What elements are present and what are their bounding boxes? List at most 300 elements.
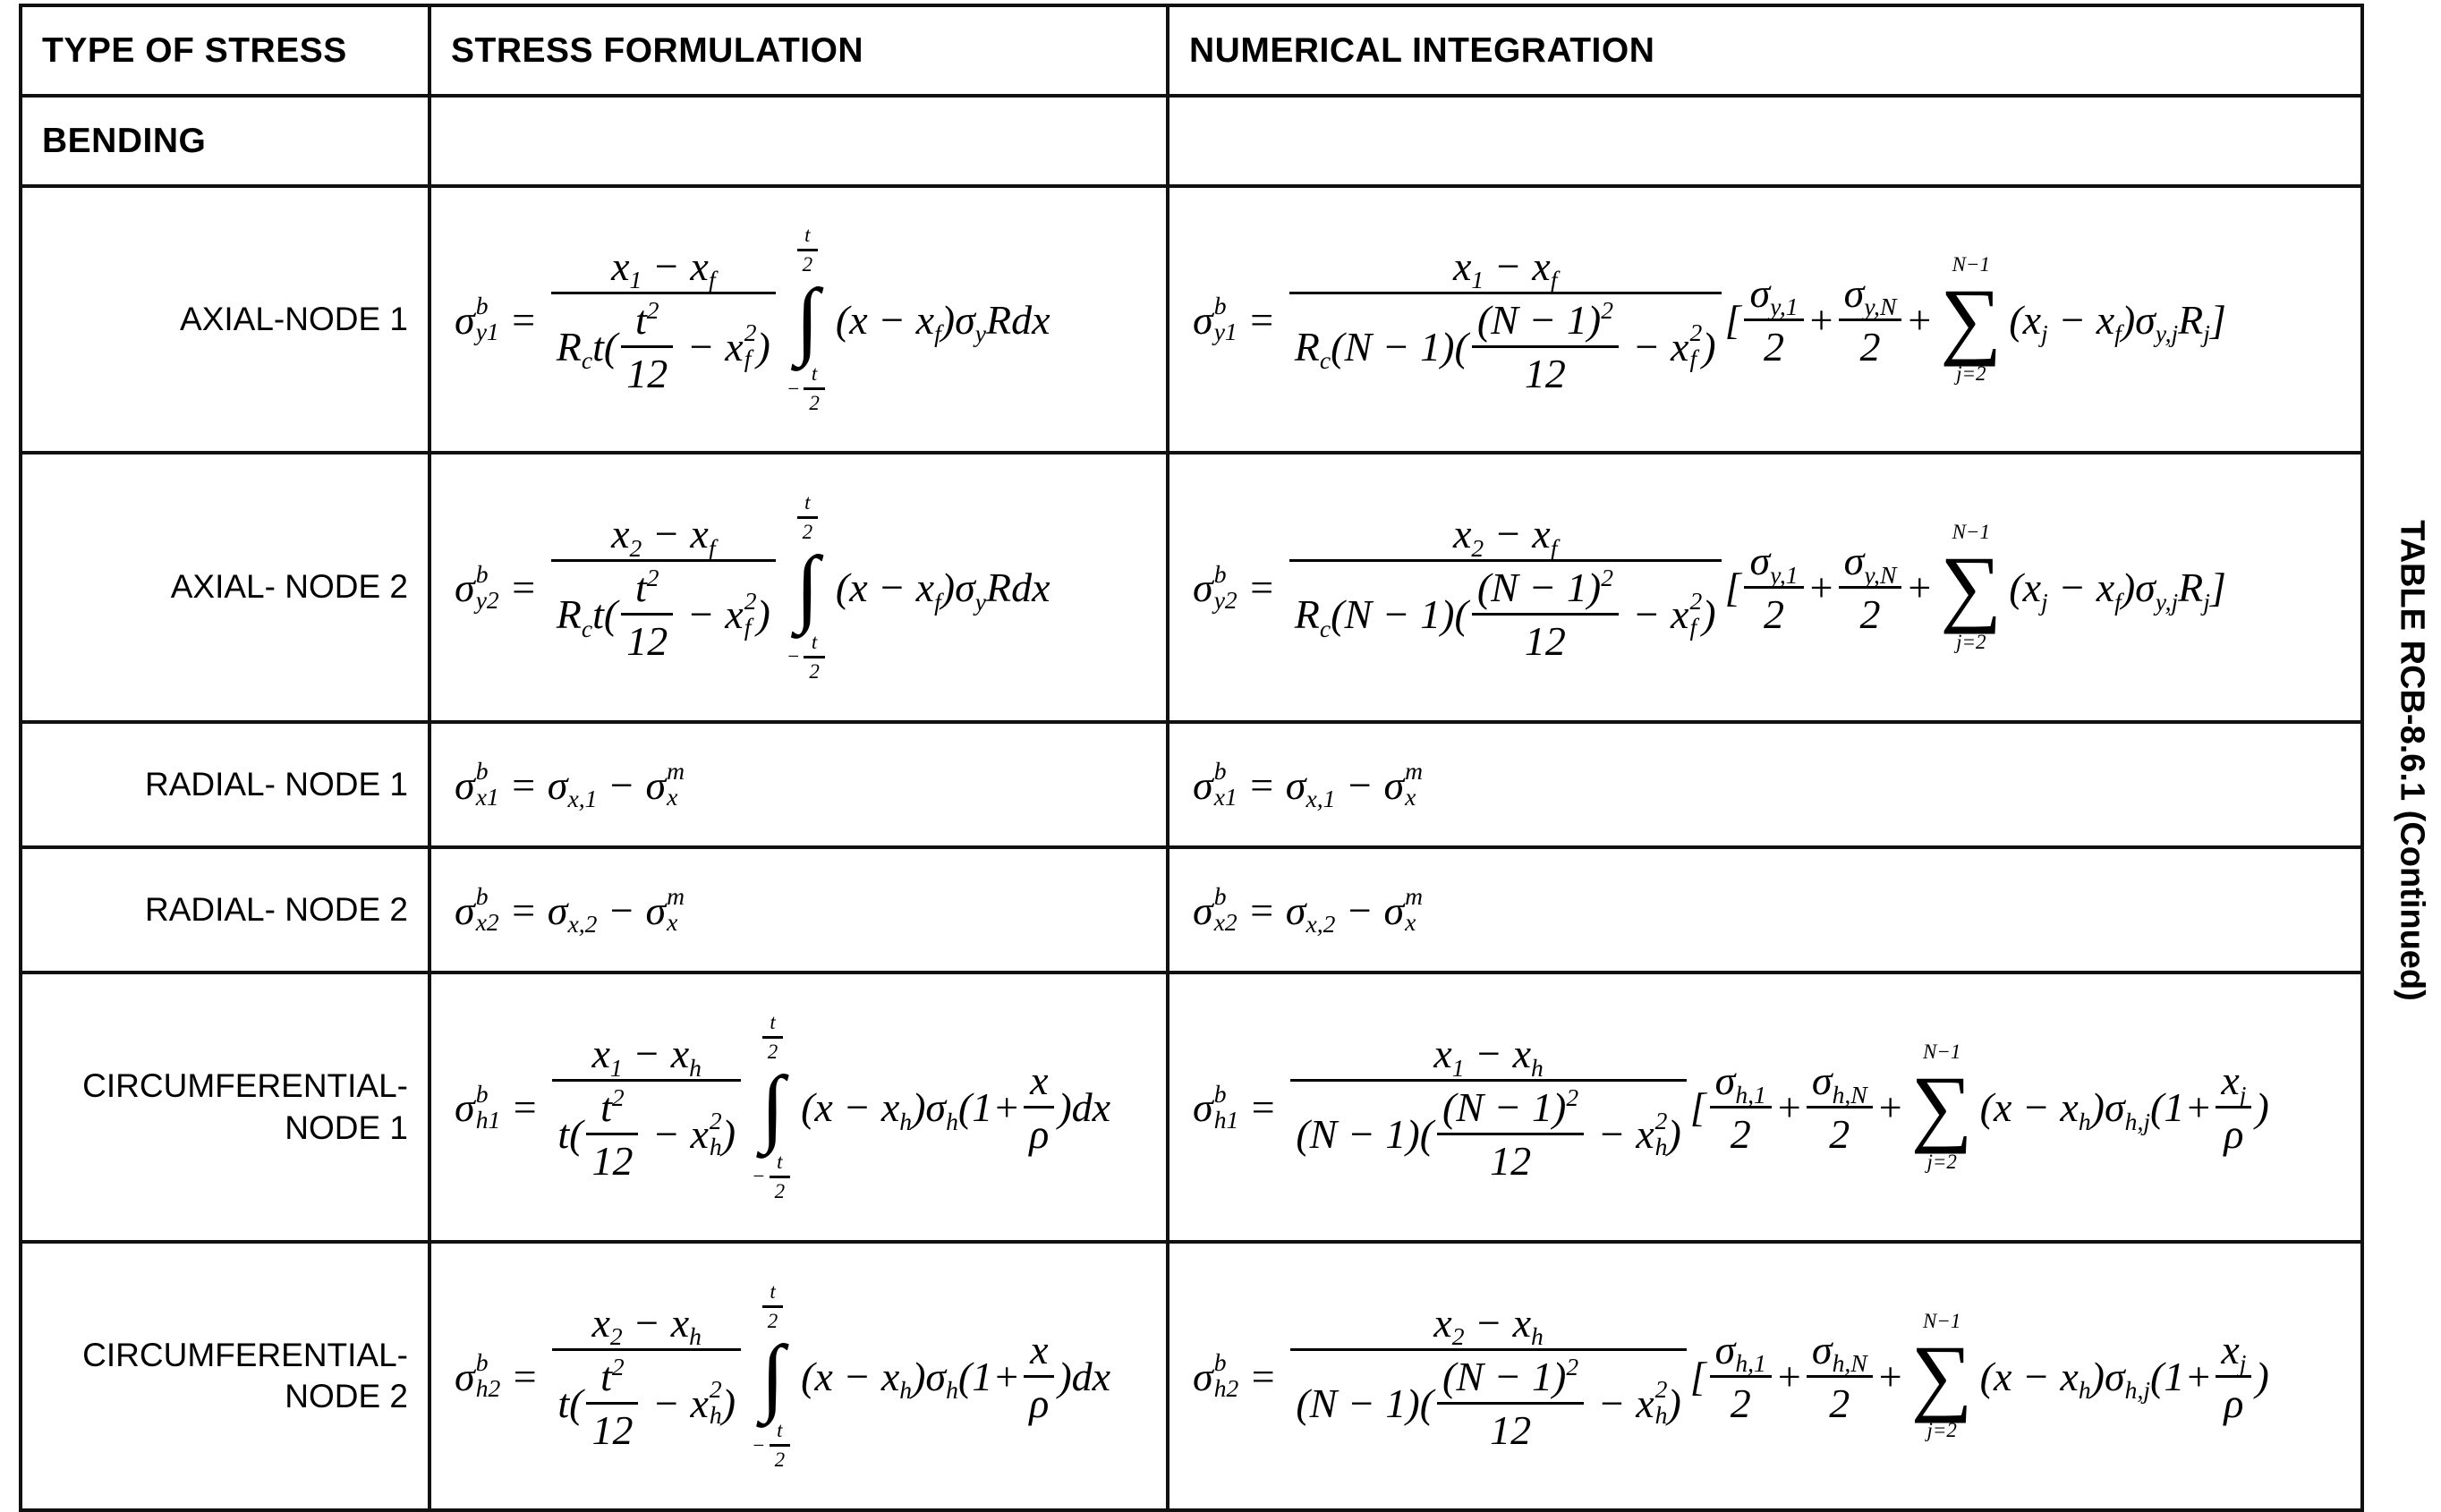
math-fraction xyxy=(1024,1326,1054,1427)
math-text: σ xyxy=(645,887,667,933)
superscript: 2 xyxy=(646,295,659,324)
math-text: (N − 1) xyxy=(1442,1353,1567,1399)
subscript: 1 xyxy=(1451,1053,1465,1082)
superscript: m xyxy=(667,757,685,786)
math-text: x xyxy=(2096,565,2115,610)
math-text: 2 xyxy=(1730,1111,1751,1157)
math-text: σ xyxy=(2104,1084,2125,1130)
math-text: x xyxy=(670,1299,690,1346)
superscript: m xyxy=(1405,882,1424,911)
math-fraction xyxy=(1290,1030,1686,1185)
subscript: 2 xyxy=(629,533,642,562)
math-subscript-term xyxy=(880,1353,913,1405)
subscript: 1 xyxy=(1471,266,1484,294)
lower-limit xyxy=(787,362,829,415)
math-superscript-term xyxy=(1601,296,1613,344)
math-text: j=2 xyxy=(1926,1150,1957,1173)
math-text: x xyxy=(690,242,709,289)
stress-type-label xyxy=(21,453,430,722)
fraction-denominator xyxy=(1289,559,1722,665)
math-text: 12 xyxy=(591,1138,634,1184)
superscript: 2 xyxy=(1689,319,1703,347)
stress-type-label xyxy=(21,847,430,973)
math-text: ] xyxy=(2209,296,2226,343)
subscript: x1 xyxy=(475,783,499,811)
math-text: − xyxy=(752,1433,766,1457)
math-text: x xyxy=(2096,296,2115,343)
math-text: − xyxy=(1621,323,1671,370)
fraction-numerator xyxy=(1428,1030,1548,1082)
subscript: f xyxy=(708,533,716,562)
subscript: 2 xyxy=(609,1322,623,1351)
integral-icon: ∫ xyxy=(795,539,820,635)
math-subscript-term xyxy=(591,1030,623,1082)
math-text: t xyxy=(777,1419,783,1442)
math-text: − xyxy=(597,887,646,933)
math-text: N−1 xyxy=(1952,252,1991,276)
math-index-stack xyxy=(667,759,685,811)
fraction-numerator xyxy=(764,1280,780,1305)
math-text: Rdx xyxy=(986,565,1050,610)
table-row xyxy=(21,973,2362,1242)
math-text: = xyxy=(498,296,548,343)
superscript: b xyxy=(475,1348,489,1377)
stress-formulation-cell xyxy=(430,973,1168,1242)
math-text: − xyxy=(1335,761,1384,808)
math-text: t( xyxy=(557,1380,583,1426)
math-text: N−1 xyxy=(1952,521,1991,544)
fraction-denominator xyxy=(1839,319,1902,370)
math-supsub-term xyxy=(1193,884,1238,936)
math-subscript-term xyxy=(2221,1057,2247,1109)
math-supsub-term xyxy=(1671,320,1702,372)
lower-limit xyxy=(1956,362,1986,386)
subscript: c xyxy=(1319,614,1331,642)
subscript: h2 xyxy=(1213,1374,1239,1402)
math-text: ρ xyxy=(2224,1111,2244,1157)
math-index-stack xyxy=(1655,1377,1668,1429)
math-index-stack xyxy=(1689,586,1703,641)
superscript: 2 xyxy=(1601,295,1613,324)
math-subscript-term xyxy=(2022,564,2048,616)
math-superscript-term xyxy=(600,1353,625,1400)
table-caption: TABLE RCB-8.6.1 (Continued) xyxy=(2393,520,2431,1001)
math-superscript-term xyxy=(600,1083,625,1131)
math-supsub-term xyxy=(455,559,499,614)
math-text: + xyxy=(1875,1353,1904,1399)
math-text: ) xyxy=(2121,565,2136,610)
superscript: 2 xyxy=(1654,1375,1668,1404)
header-row xyxy=(21,5,2362,96)
math-text: σ xyxy=(455,887,475,933)
math-superscript-term xyxy=(1566,1083,1578,1131)
fraction-denominator xyxy=(1437,1133,1584,1185)
stress-formulation-cell xyxy=(430,453,1168,722)
math-superscript-term xyxy=(1601,564,1613,611)
math-subscript-term xyxy=(2060,1353,2091,1405)
math-text: − xyxy=(642,242,691,289)
math-text: R xyxy=(556,323,582,370)
math-subscript-term xyxy=(2104,1083,2151,1135)
math-fraction xyxy=(797,491,819,544)
math-text: ) xyxy=(1667,1111,1681,1157)
fraction-denominator xyxy=(621,345,673,397)
math-text: ) xyxy=(2090,1353,2105,1399)
math-text: − xyxy=(1587,1380,1637,1426)
math-text: σ xyxy=(1383,761,1405,808)
table-row xyxy=(21,722,2362,847)
math-subscript-term xyxy=(556,590,593,642)
math-index-stack xyxy=(1654,1106,1668,1160)
math-text: t( xyxy=(592,323,618,370)
math-subscript-term xyxy=(2178,296,2210,348)
subscript: h1 xyxy=(1213,1105,1239,1134)
math-subscript-term xyxy=(2221,1326,2247,1378)
math-index-stack xyxy=(1405,759,1423,811)
subscript: f xyxy=(934,587,941,616)
subscript: h xyxy=(689,1053,702,1082)
fraction-numerator xyxy=(806,631,822,656)
subscript: j xyxy=(2203,587,2210,616)
math-text: ] xyxy=(2209,565,2226,610)
fraction-numerator xyxy=(595,1083,630,1133)
subscript: f xyxy=(708,266,716,294)
subscript: x,2 xyxy=(1306,910,1336,939)
math-text: (N − 1) xyxy=(1476,565,1602,610)
math-text: (x − xyxy=(801,1353,881,1399)
math-text: R xyxy=(1294,323,1320,370)
fraction-denominator xyxy=(552,1348,741,1454)
superscript: b xyxy=(1213,882,1227,911)
stress-formulation-cell xyxy=(430,186,1168,453)
fraction-numerator xyxy=(1448,510,1562,562)
math-supsub-term xyxy=(1383,884,1423,936)
math-text: 2 xyxy=(774,1179,786,1202)
math-text: − xyxy=(642,1111,691,1157)
subscript: h xyxy=(1530,1322,1544,1351)
fraction-denominator xyxy=(2216,1375,2251,1427)
superscript: 2 xyxy=(611,1083,625,1112)
math-subscript-term xyxy=(915,296,941,348)
subscript: h,1 xyxy=(1735,1080,1766,1109)
math-fraction xyxy=(1839,269,1902,370)
math-text: x xyxy=(915,565,935,610)
integral-operator xyxy=(752,1280,794,1473)
math-text: σ xyxy=(645,761,667,808)
math-fraction xyxy=(770,1419,791,1472)
superscript: 2 xyxy=(1654,1106,1668,1134)
math-text: x xyxy=(2221,1326,2240,1372)
subscript: x xyxy=(1405,783,1416,811)
math-subscript-term xyxy=(1843,537,1897,589)
math-text: 2 xyxy=(809,392,820,415)
math-text: ) xyxy=(912,1353,926,1399)
math-text: (N − 1)( xyxy=(1331,591,1468,637)
superscript: b xyxy=(475,757,489,786)
fraction-numerator xyxy=(1710,1057,1772,1109)
label-line: NODE 1 xyxy=(285,1109,408,1146)
subscript: h xyxy=(899,1376,913,1405)
numerical-integration-cell xyxy=(1168,847,2362,973)
superscript: b xyxy=(475,1079,489,1108)
formula xyxy=(1193,510,2226,665)
math-text: x xyxy=(1671,591,1689,637)
math-text: x xyxy=(2060,1084,2079,1130)
math-text: x xyxy=(725,591,744,637)
math-text: t xyxy=(770,1279,776,1303)
numerical-integration-cell xyxy=(1168,722,2362,847)
math-text: 2 xyxy=(1764,591,1785,637)
math-text: − xyxy=(1587,1111,1637,1157)
math-text: − xyxy=(642,511,691,556)
math-text: 12 xyxy=(626,350,668,396)
math-fraction xyxy=(1744,269,1803,370)
math-index-stack xyxy=(744,586,757,641)
math-text: x xyxy=(1512,1299,1531,1346)
math-subscript-term xyxy=(1512,1299,1544,1351)
subscript: 1 xyxy=(609,1053,623,1082)
summation-icon: ∑ xyxy=(1910,1327,1973,1423)
subscript: y1 xyxy=(1213,318,1238,345)
lower-limit xyxy=(787,631,829,684)
math-text: ) xyxy=(1667,1380,1681,1426)
fraction-numerator xyxy=(1839,269,1902,319)
fraction-numerator xyxy=(630,296,665,345)
subscript: h xyxy=(946,1376,958,1405)
math-text: − xyxy=(1484,242,1533,289)
math-subscript-term xyxy=(670,1030,702,1082)
superscript: 2 xyxy=(744,319,757,347)
math-text: − xyxy=(622,1031,671,1076)
math-text: = xyxy=(500,1353,549,1399)
fraction-denominator xyxy=(1024,1106,1054,1158)
summation-operator xyxy=(1911,1041,1973,1174)
header-type-of-stress: TYPE OF STRESS xyxy=(21,5,430,96)
math-text: σ xyxy=(1285,887,1306,933)
fraction-numerator xyxy=(606,510,720,562)
math-text: 2 xyxy=(802,252,813,276)
subscript: y2 xyxy=(1213,585,1238,614)
fraction-denominator xyxy=(1839,586,1902,638)
math-index-stack xyxy=(476,759,499,811)
math-fraction xyxy=(552,1299,741,1454)
math-text: x xyxy=(1532,242,1551,289)
math-text: R xyxy=(556,591,582,637)
subscript: 2 xyxy=(1471,533,1484,562)
numerical-integration-cell xyxy=(1168,453,2362,722)
math-text: 12 xyxy=(1490,1406,1532,1453)
math-text: = xyxy=(498,887,548,933)
math-supsub-term xyxy=(690,1106,722,1160)
fraction-numerator xyxy=(1807,1326,1873,1378)
subscript: y,1 xyxy=(1770,293,1799,321)
math-text: + xyxy=(1774,1084,1803,1130)
stress-type-label xyxy=(21,722,430,847)
math-fraction xyxy=(1744,537,1803,638)
label-line: NODE 2 xyxy=(285,1378,408,1414)
formula xyxy=(1193,1299,2269,1454)
math-subscript-term xyxy=(690,242,716,294)
label-line: CIRCUMFERENTIAL- xyxy=(82,1336,408,1373)
math-text: σ xyxy=(2135,296,2156,343)
math-fraction xyxy=(1472,296,1619,397)
math-fraction xyxy=(1710,1057,1772,1158)
math-text: (1+ xyxy=(957,1353,1021,1399)
fraction-denominator xyxy=(1472,345,1619,397)
math-fraction xyxy=(2216,1326,2251,1427)
math-text: − xyxy=(1621,591,1671,637)
fraction-denominator xyxy=(804,387,825,415)
numerical-integration-cell xyxy=(1168,186,2362,453)
math-text: 2 xyxy=(1829,1111,1850,1157)
math-text: + xyxy=(1774,1353,1803,1399)
subscript: y xyxy=(974,587,987,616)
numerical-integration-cell xyxy=(1168,973,2362,1242)
math-text: (N − 1)( xyxy=(1296,1111,1434,1157)
fraction-numerator xyxy=(764,1011,780,1036)
math-text: j=2 xyxy=(1956,362,1986,386)
math-index-stack xyxy=(710,1377,722,1429)
math-fraction xyxy=(804,631,825,684)
math-text: [ xyxy=(1689,1084,1706,1130)
math-superscript-term xyxy=(1566,1353,1578,1400)
math-supsub-term xyxy=(455,1350,500,1402)
math-text: σ xyxy=(1193,296,1213,343)
math-text: ) xyxy=(1702,591,1716,637)
upper-limit xyxy=(759,1011,787,1064)
math-supsub-term xyxy=(1193,559,1238,614)
fraction-denominator xyxy=(1744,319,1803,370)
math-text: σ xyxy=(455,761,475,808)
math-subscript-term xyxy=(1714,1057,1766,1109)
math-fraction xyxy=(586,1083,638,1185)
fraction-numerator xyxy=(586,1299,706,1351)
math-text: ) xyxy=(1702,323,1716,370)
math-text: x xyxy=(2022,296,2042,343)
fraction-denominator xyxy=(586,1402,638,1454)
math-text: ) xyxy=(940,565,956,610)
math-text: ( xyxy=(2009,565,2023,610)
math-text: j=2 xyxy=(1926,1419,1957,1442)
math-subscript-term xyxy=(547,887,598,939)
fraction-numerator xyxy=(1744,269,1803,319)
label-line: CIRCUMFERENTIAL- xyxy=(82,1067,408,1105)
superscript: 2 xyxy=(1689,586,1703,615)
fraction-denominator xyxy=(2216,1106,2251,1158)
math-fraction xyxy=(1710,1326,1772,1427)
subscript: y,j xyxy=(2155,587,2179,616)
superscript: 2 xyxy=(709,1106,722,1134)
fraction-numerator xyxy=(1025,1057,1053,1106)
math-text: 12 xyxy=(1490,1138,1532,1184)
math-subscript-term xyxy=(1453,242,1484,294)
superscript: 2 xyxy=(1566,1352,1579,1380)
math-subscript-term xyxy=(915,564,941,616)
subscript: h xyxy=(709,1401,722,1429)
superscript: b xyxy=(1213,1348,1227,1377)
math-text: t xyxy=(804,491,811,514)
math-text: (x − xyxy=(835,296,916,343)
math-text: σ xyxy=(455,1084,475,1130)
math-text: ) xyxy=(912,1084,926,1130)
subscript: f xyxy=(1550,266,1558,294)
subscript: f xyxy=(1689,344,1697,372)
math-text: − xyxy=(1335,887,1384,933)
math-text: [ xyxy=(1689,1353,1706,1399)
math-text: (N − 1)( xyxy=(1331,323,1468,370)
math-index-stack xyxy=(709,1106,722,1160)
integral-icon: ∫ xyxy=(795,270,820,367)
integral-icon: ∫ xyxy=(761,1058,785,1155)
integral-operator xyxy=(752,1011,794,1203)
math-subscript-term xyxy=(925,1083,958,1135)
math-text: 12 xyxy=(1524,618,1566,664)
fraction-denominator xyxy=(804,656,825,684)
formula xyxy=(1193,1030,2269,1185)
subscript: h,N xyxy=(1832,1349,1867,1378)
math-text: x xyxy=(1030,1058,1049,1103)
math-text: (N − 1)( xyxy=(1296,1380,1434,1426)
math-text: )dx xyxy=(1058,1353,1111,1399)
stress-formulation-cell xyxy=(430,847,1168,973)
math-text: σ xyxy=(455,296,475,343)
math-supsub-term xyxy=(645,759,685,811)
math-text: ρ xyxy=(1029,1111,1050,1157)
math-text: x xyxy=(725,323,744,370)
math-text: x xyxy=(1512,1031,1531,1076)
math-index-stack xyxy=(667,884,685,936)
math-text: σ xyxy=(1749,538,1771,583)
subscript: x,1 xyxy=(1306,785,1336,813)
subscript: x,1 xyxy=(567,785,598,813)
math-fraction xyxy=(621,296,673,397)
math-text: σ xyxy=(1749,269,1771,316)
math-supsub-term xyxy=(1671,586,1703,641)
math-subscript-term xyxy=(1285,761,1336,813)
math-subscript-term xyxy=(591,1299,623,1351)
subscript: f xyxy=(744,612,752,641)
fraction-denominator xyxy=(551,559,776,665)
math-supsub-term xyxy=(725,586,757,641)
formula xyxy=(455,1280,1110,1473)
superscript: m xyxy=(1405,757,1424,786)
subscript: j xyxy=(2239,1080,2247,1109)
section-bending: BENDING xyxy=(21,96,430,186)
math-fraction xyxy=(1290,1299,1686,1454)
fraction-numerator xyxy=(799,224,815,249)
math-index-stack xyxy=(1214,293,1238,345)
math-text: t xyxy=(811,630,818,653)
lower-limit xyxy=(1926,1151,1956,1174)
math-text: (1+ xyxy=(957,1084,1021,1130)
math-supsub-term xyxy=(455,884,499,936)
math-text: = xyxy=(1238,1084,1288,1130)
superscript: 2 xyxy=(709,1375,722,1404)
math-text: Rdx xyxy=(986,296,1050,343)
superscript: 2 xyxy=(646,564,659,592)
subscript: x xyxy=(667,783,678,811)
fraction-denominator xyxy=(1437,1402,1584,1454)
formula xyxy=(455,1011,1110,1203)
math-text: σ xyxy=(1843,269,1865,316)
math-index-stack xyxy=(476,884,499,936)
math-index-stack xyxy=(1213,1079,1239,1134)
subscript: x2 xyxy=(475,908,499,936)
math-text: ) xyxy=(2255,1353,2269,1399)
math-supsub-term xyxy=(1636,1377,1667,1429)
math-text: 12 xyxy=(626,618,668,664)
subscript: f xyxy=(934,319,941,348)
